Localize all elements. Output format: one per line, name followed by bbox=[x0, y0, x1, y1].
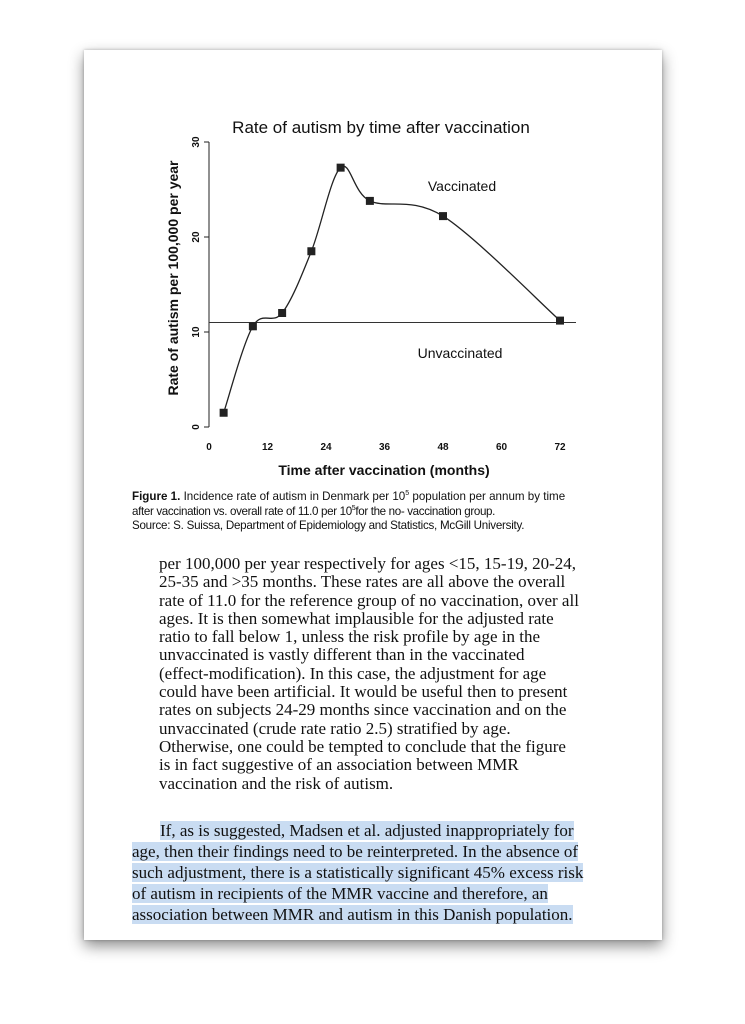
caption-sup1: 5 bbox=[405, 490, 410, 498]
highlight-line: association between MMR and autism in this Danish population. bbox=[132, 905, 573, 924]
vaccinated-point bbox=[220, 409, 228, 417]
x-tick-label: 60 bbox=[495, 442, 508, 453]
body-paragraph bbox=[159, 555, 599, 793]
chart-title: Rate of autism by time after vaccination bbox=[232, 118, 530, 137]
x-axis-label: Time after vaccination (months) bbox=[278, 462, 490, 478]
y-axis-label: Rate of autism per 100,000 per year bbox=[165, 160, 181, 396]
caption-line1: Incidence rate of autism in Denmark per 10 bbox=[183, 490, 406, 503]
body-line: unvaccinated is vastly different than in the vaccinated bbox=[159, 645, 525, 665]
caption-label: Figure 1. bbox=[132, 490, 181, 503]
x-tick-label: 36 bbox=[378, 442, 391, 453]
x-tick-label: 72 bbox=[554, 442, 566, 453]
body-line: rates on subjects 24-29 months since vaccination and on the bbox=[159, 700, 567, 720]
caption-source: Source: S. Suissa, Department of Epidemiology and Statistics, McGill University. bbox=[132, 519, 525, 532]
body-line: is in fact suggestive of an association between MMR bbox=[159, 755, 519, 775]
series-label-unvaccinated: Unvaccinated bbox=[417, 345, 503, 361]
x-tick-label: 12 bbox=[261, 442, 274, 453]
vaccinated-point bbox=[439, 212, 447, 220]
body-line: per 100,000 per year respectively for ages <15, 15-19, 20-24, bbox=[159, 554, 576, 573]
vaccinated-line bbox=[224, 166, 560, 412]
y-tick-label: 20 bbox=[191, 231, 202, 243]
caption-line1-tail: population per annum by time bbox=[412, 490, 566, 503]
highlight-line: such adjustment, there is a statistically significant 45% excess risk bbox=[132, 863, 584, 882]
body-line: 25-35 and >35 months. These rates are all above the overall bbox=[159, 572, 566, 592]
vaccinated-point bbox=[307, 247, 315, 255]
body-line: ratio to fall below 1, unless the risk profile by age in the bbox=[159, 627, 540, 647]
body-line: ages. It is then somewhat implausible for the adjusted rate bbox=[159, 608, 554, 628]
highlighted-paragraph[interactable] bbox=[132, 820, 632, 925]
highlight-line: If, as is suggested, Madsen et al. adjusted inappropriately for bbox=[160, 821, 574, 840]
body-line: rate of 11.0 for the reference group of no vaccination, over all bbox=[159, 590, 579, 610]
vaccinated-point bbox=[366, 197, 374, 205]
autism-rate-chart bbox=[84, 50, 662, 490]
highlight-line: age, then their findings need to be reinterpreted. In the absence of bbox=[132, 842, 579, 861]
caption-line2a: after vaccination vs. overall rate of 11.0 per 10 bbox=[132, 504, 352, 518]
vaccinated-point bbox=[249, 322, 257, 330]
caption-line2b: for the no- vaccination group. bbox=[355, 504, 496, 518]
highlight-line: of autism in recipients of the MMR vaccine and therefore, an bbox=[132, 884, 548, 903]
y-tick-label: 30 bbox=[191, 136, 202, 148]
document-page bbox=[84, 50, 662, 940]
body-line: Otherwise, one could be tempted to conclude that the figure bbox=[159, 736, 566, 756]
body-line: unvaccinated (crude rate ratio 2.5) stratified by age. bbox=[159, 718, 511, 738]
body-line: could have been artificial. It would be useful then to present bbox=[159, 682, 568, 702]
x-tick-label: 0 bbox=[206, 442, 212, 453]
body-line: (effect-modification). In this case, the adjustment for age bbox=[159, 663, 547, 683]
x-tick-label: 48 bbox=[437, 442, 449, 453]
caption-sup2: 5 bbox=[351, 504, 356, 512]
vaccinated-point bbox=[556, 317, 564, 325]
vaccinated-point bbox=[278, 309, 286, 317]
vaccinated-point bbox=[337, 164, 345, 172]
x-tick-label: 24 bbox=[320, 442, 332, 453]
y-tick-label: 0 bbox=[191, 424, 202, 430]
y-tick-label: 10 bbox=[191, 326, 202, 338]
figure-caption bbox=[132, 490, 642, 534]
body-line: vaccination and the risk of autism. bbox=[159, 773, 394, 793]
series-label-vaccinated: Vaccinated bbox=[427, 178, 497, 194]
